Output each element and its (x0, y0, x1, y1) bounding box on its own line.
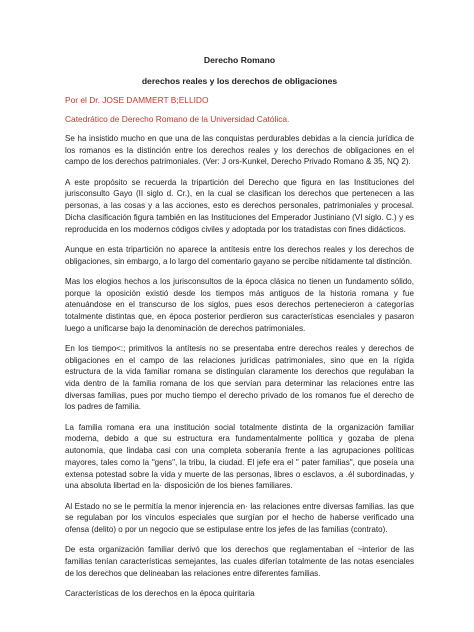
paragraph-1: Se ha insistido mucho en que una de las conquistas perdurables debidas a la ciencia jurídica de los romanos es la distinción entre los derechos reales y los derechos de obligaciones en el campo de los derechos patrimoniales. (Ver: J ors-Kunkel, Derecho Privado Romano & 35, NQ 2). (65, 134, 414, 167)
document-subtitle: derechos reales y los derechos de obligaciones (141, 76, 338, 86)
paragraph-3: Aunque en esta tripartición no aparece la antítesis entre los derechos reales y los derechos de obligaciones, sin embargo, a lo largo del comentario gayano se percibe nítidamente tal distinción. (65, 244, 414, 266)
paragraph-4: Mas los elogios hechos a los jurisconsultos de la época clásica no tienen un fundamento sólido, porque la oposición existió desde los tiempos más antiguos de la historia romana y fue atenuándose en el transcurso de los siglos, pues esos derechos pertenecieron a categorías totalmente distintas que, en época posterior perdieron sus características esenciales y pasaron luego a unificarse bajo la denominación de derechos patrimoniales. (65, 276, 414, 333)
author-affiliation: Catedrático de Derecho Romano de la Universidad Católica. (65, 114, 290, 124)
section-heading: Características de los derechos en la época quiritaria (65, 588, 255, 598)
paragraph-6: La familia romana era una institución social totalmente distinta de la organización familiar moderna, debido a que su estructura era fundamentalmente política y gozaba de plena autonomía, que lindaba casi con una completa soberanía frente a las agrupaciones políticas mayores, tales como la "gens", la tribu, la ciudad. El jefe era el " pater familias", que poseía una extensa potestad sobre la vida y muerte de las personas, libres o esclavos, a .él subordinadas, y una absoluta libertad en la· disposición de los bienes familiares. (65, 422, 414, 491)
author-line: Por el Dr. JOSE DAMMERT B;ELLIDO (65, 95, 209, 105)
paragraph-7: Al Estado no se le permitía la menor injerencia en· las relaciones entre diversas familias. las que se regulaban por los vínculos especiales que surgían por el hecho de haberse verificado una ofensa (delito) o por un negocio que se estipulase entre los jefes de las familias (contrato). (65, 501, 414, 534)
paragraph-2: A este propósito se recuerda la tripartición del Derecho que figura en las Instituciones del jurisconsulto Gayo (II siglo d. Cr.), en la cual se clasifican los derechos que pertenecen a las personas, a las cosas y a las acciones, esto es derechos personales, patrimoniales y procesal. Dicha clasificación figura también en las Instituciones del Emperador Justiniano (VI siglo. C.) y es reproducida en los modernos códigos civiles y adoptada por los tratadistas con fines didácticos. (65, 177, 414, 234)
paragraph-8: De esta organización familiar derivó que los derechos que reglamentaban el ~interior de las familias tenían características semejantes, las cuales diferían totalmente de las notas esenciales de los derechos que delineaban las relaciones entre diferentes familias. (65, 545, 414, 578)
paragraph-5: En los tiempo<:; primitivos la antítesis no se presentaba entre derechos reales y derechos de obligaciones en el campo de las relaciones jurídicas patrimoniales, sino que en la rígida estructura de la vida familiar romana se distinguían claramente los derechos que regulaban la vida dentro de la familia romana de los que servían para determinar las relaciones entre las diversas familias, pues por mucho tiempo el derecho privado de los romanos fue el derecho de los padres de familia. (65, 343, 414, 412)
document-title: Derecho Romano (203, 55, 276, 65)
